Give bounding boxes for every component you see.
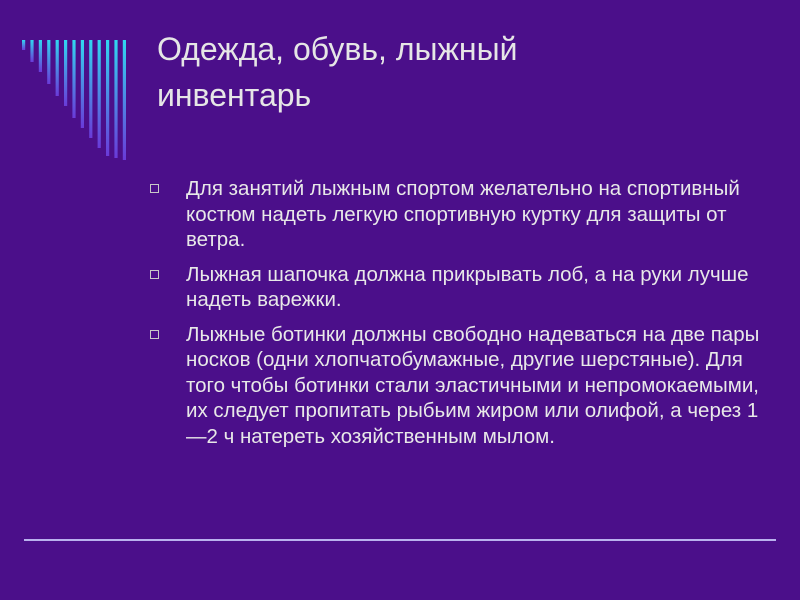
bullet-text: Лыжные ботинки должны свободно надеваться на две пары носков (одни хлопчатобумажные, другие шерстяные). Для того чтобы ботинки стали эластичными и непромокаемыми, их следует пропитать рыбьим жиром или олифой, а через 1—2 ч натереть хозяйственным мылом. [186,322,760,448]
stripe-bar [106,40,109,156]
hollow-square-bullet-icon [150,330,159,339]
stripe-bar [89,40,92,138]
stripe-bar [56,40,59,96]
stripe-bar [81,40,84,128]
bullet-text: Лыжная шапочка должна прикрывать лоб, а на руки лучше надеть варежки. [186,262,749,311]
stripes-decoration [0,0,140,170]
stripe-bar [47,40,50,84]
stripe-bar [72,40,75,118]
bottom-divider [24,539,776,541]
stripe-bar [64,40,67,106]
stripe-bar [98,40,101,148]
bullet-item [150,176,760,253]
bullet-text: Для занятий лыжным спортом желательно на спортивный костюм надеть легкую спортивную куртку для защиты от ветра. [186,177,740,251]
bullet-list [150,176,760,458]
hollow-square-bullet-icon [150,184,159,193]
slide-title-line-2: инвентарь [157,77,312,113]
stripe-bar [123,40,126,160]
slide-title [157,26,757,118]
bullet-item [150,322,760,450]
bullet-item [150,262,760,313]
hollow-square-bullet-icon [150,270,159,279]
stripe-bar [39,40,42,72]
stripe-bar [30,40,33,62]
slide-title-line-1: Одежда, обувь, лыжный [157,31,518,67]
stripe-bar [22,40,25,50]
stripe-bar [114,40,117,158]
